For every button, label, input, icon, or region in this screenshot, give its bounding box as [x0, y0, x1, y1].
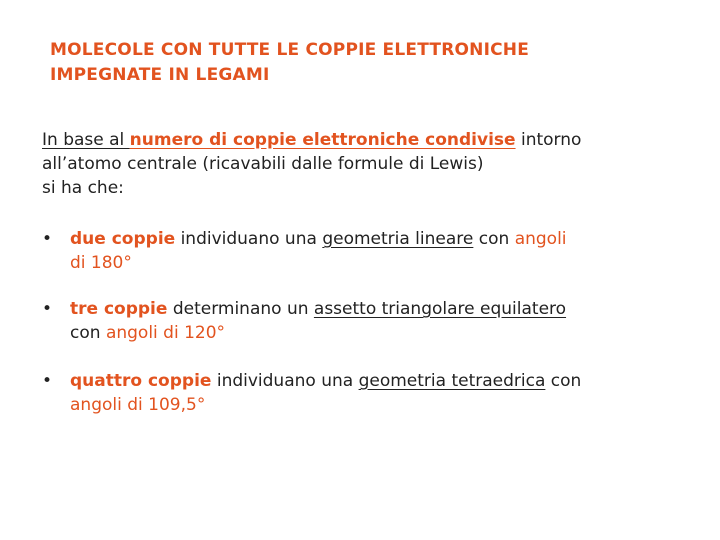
bullet-post: con — [70, 323, 106, 343]
bullet-geometry: geometria lineare — [322, 229, 474, 249]
bullet-trigonal — [42, 297, 702, 345]
bullet-geometry: assetto triangolare equilatero — [313, 299, 567, 319]
bullet-angle: angoli di 120° — [105, 323, 226, 343]
bullet-angle: angoli di 109,5° — [70, 395, 206, 415]
bullet-angle: angoli — [514, 229, 567, 249]
intro-line-3: si ha che: — [42, 178, 124, 198]
bullet-post: con — [473, 229, 515, 249]
bullet-dot: • — [42, 229, 53, 249]
bullet-dot: • — [42, 299, 53, 319]
bullet-geometry: geometria tetraedrica — [358, 371, 546, 391]
intro-paragraph — [42, 128, 702, 200]
bullet-lead: quattro coppie — [70, 371, 212, 391]
intro-line-2: all’atomo centrale (ricavabili dalle formule di Lewis) — [42, 154, 484, 174]
bullet-lead: due coppie — [70, 229, 176, 249]
title-line-1: MOLECOLE CON TUTTE LE COPPIE ELETTRONICHE — [50, 40, 530, 60]
bullet-post: con — [545, 371, 582, 391]
bullet-linear — [42, 227, 702, 275]
slide-title — [50, 38, 690, 88]
bullet-tetrahedral — [42, 369, 702, 417]
intro-text-1: In base al — [42, 130, 130, 150]
bullet-mid: individuano una — [175, 229, 323, 249]
intro-text-2: intorno — [515, 130, 582, 150]
title-line-2: IMPEGNATE IN LEGAMI — [50, 65, 270, 85]
intro-line-1 — [42, 128, 702, 152]
intro-highlight: numero di coppie elettroniche condivise — [129, 130, 516, 150]
bullet-lead: tre coppie — [70, 299, 168, 319]
bullet-mid: individuano una — [211, 371, 359, 391]
bullet-dot: • — [42, 371, 53, 391]
bullet-angle-cont: di 180° — [70, 253, 132, 273]
bullet-mid: determinano un — [167, 299, 314, 319]
